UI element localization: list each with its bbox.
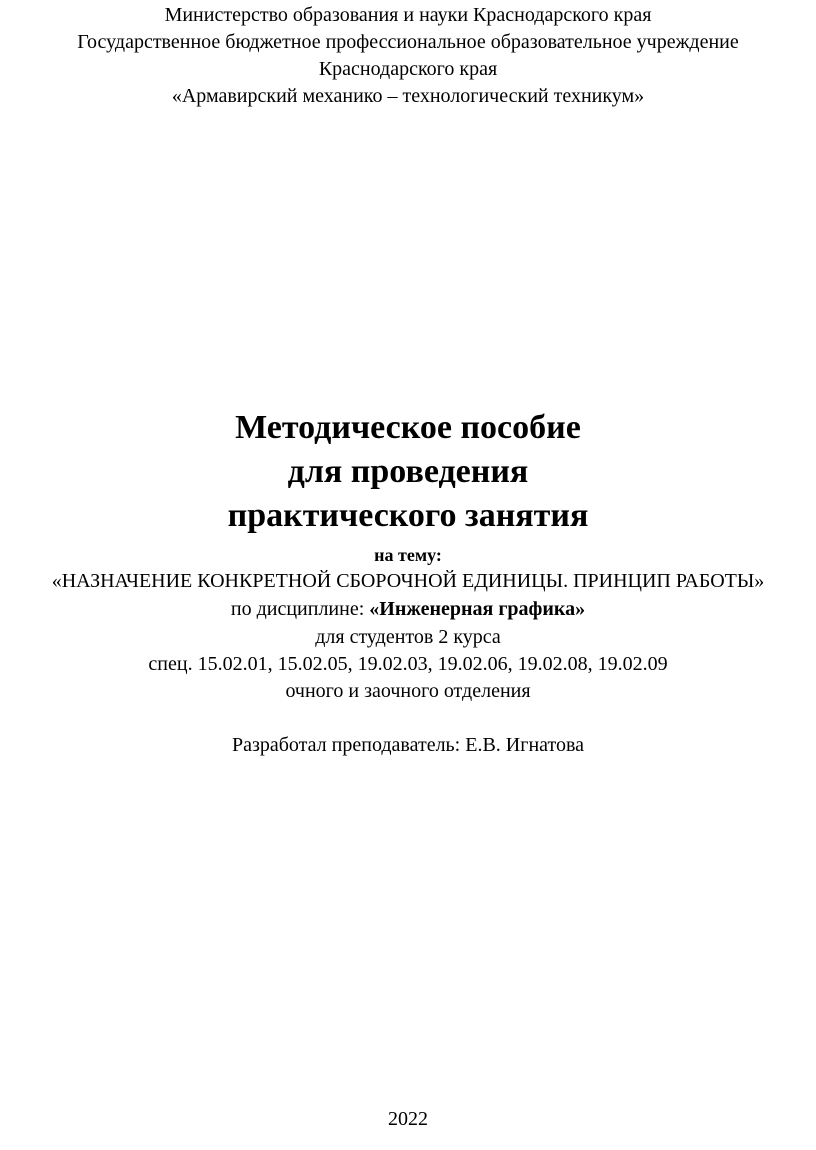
document-title-line-2: для проведения: [287, 453, 529, 490]
institution-region: Краснодарского края: [318, 58, 498, 80]
discipline-label: по дисциплине:: [230, 598, 370, 620]
institution-type: Государственное бюджетное профессиональное образовательное учреждение: [77, 31, 739, 53]
discipline-line: [0, 599, 816, 619]
department-text: очного и заочного отделения: [285, 680, 531, 702]
ministry-name: Министерство образования и науки Краснодарского края: [164, 4, 652, 26]
topic-label: на тему:: [374, 545, 442, 565]
topic-text: «НАЗНАЧЕНИЕ КОНКРЕТНОЙ СБОРОЧНОЙ ЕДИНИЦЫ. ПРИНЦИП РАБОТЫ»: [51, 570, 765, 592]
document-title-line-1: Методическое пособие: [235, 409, 581, 446]
year-text: 2022: [388, 1108, 428, 1130]
college-name: «Армавирский механико – технологический техникум»: [171, 85, 645, 107]
document-title-line-3: практического занятия: [227, 497, 589, 534]
audience-text: для студентов 2 курса: [315, 626, 501, 648]
discipline-name: «Инженерная графика»: [369, 598, 586, 620]
author-text: Разработал преподаватель: Е.В. Игнатова: [231, 734, 585, 756]
specialties-text: спец. 15.02.01, 15.02.05, 19.02.03, 19.02.06, 19.02.08, 19.02.09: [148, 653, 668, 675]
